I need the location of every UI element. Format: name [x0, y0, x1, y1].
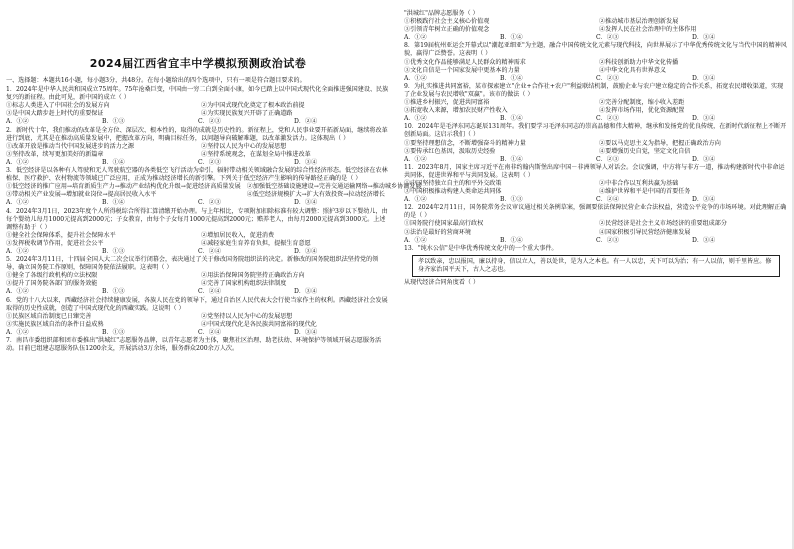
- answer-choice: D．③④: [294, 288, 318, 296]
- question-stem: 10．2024年是毛泽东同志诞辰131周年。我们要学习毛泽东同志的崇高品德和伟大精神，继承和发扬党的优良传统，在新时代新征程上不断开创新局面。这启示我们（ ）: [404, 123, 787, 139]
- answer-choice: A．①②: [404, 236, 427, 244]
- question-options: [6, 272, 390, 288]
- answer-choices: [404, 156, 788, 164]
- answer-choice: C．②③: [198, 158, 221, 166]
- option: ③文化自信是一个国家发展中更基本的力量: [404, 66, 520, 74]
- answer-choice: D．②④: [294, 118, 318, 126]
- answer-choice: D．③④: [692, 115, 716, 123]
- question-stem: 2．新时代十年，我们推动的改革是全方位、深层次、根本性的，取得的成就是历史性的。新征程上，党和人民事业要开拓新局面，继续将改革进行到底，尤其是在推动高质量发展中，把握改革方向，明确目标任务，以问题导向破解难题，以改革激发活力。这体现出（ ）: [6, 126, 388, 142]
- answer-choice: C．②④: [198, 288, 221, 296]
- answer-choice: C．②④: [198, 328, 221, 336]
- question-stem: 4．2024年3月1日，2023年度个人所得税综合所得汇算清缴开始办理。与上年相比，专项附加扣除标准有较大调整：照护3岁以下婴幼儿，由每个婴幼儿每月1000元提高到2000元；子女教育，由每个子女每月1000元提高到2000元；赡养老人，由每月2000元提高到3000元。上述调整有助于（ ）: [6, 207, 388, 231]
- option: ③带动相关产业发展→增加就业岗位→提高居民收入水平: [6, 191, 157, 199]
- option: ②加强低空基础设施建设→完善交通运输网络→推动城乡协调发展: [246, 183, 422, 191]
- answer-choice: D．③④: [294, 247, 318, 255]
- answer-choice: B．①③: [102, 118, 125, 126]
- question-4: [6, 208, 390, 257]
- question-7-continued: [404, 10, 788, 42]
- question-options: [6, 232, 390, 248]
- question-options: [404, 99, 788, 115]
- answer-choice: C．②③: [596, 115, 619, 123]
- option: ③发挥税收调节作用，促进社会公平: [6, 239, 104, 247]
- option: ④维护世界和平是中国的首要任务: [599, 188, 691, 196]
- option: ②坚持以人民为中心的发展思想: [201, 142, 287, 150]
- question-options: [6, 183, 422, 199]
- option: ②科技创新助力中华文化传播: [599, 58, 679, 66]
- option: ②为中国式现代化奠定了根本政治前提: [201, 102, 305, 110]
- question-8: [404, 42, 788, 82]
- answer-choices: [404, 237, 788, 245]
- option: ②中非合作以互利共赢为基础: [599, 179, 679, 187]
- answer-choice: C．②③: [198, 118, 221, 126]
- question-stem: 11．2023年8月，国家主席习近平在南非约翰内斯堡出席中国－非洲领导人对话会。会议强调，中方将与非方一道，推动构建新时代中非命运共同体，促进世界和平与共同发展。这表明（ ）: [404, 163, 785, 179]
- answer-choice: B．①④: [102, 199, 125, 207]
- question-3: [6, 167, 422, 207]
- option: ④要增强历史自觉，坚定文化自信: [599, 147, 691, 155]
- option: ④低空经济规模扩大→扩大有效投资→拉动经济增长: [246, 191, 385, 199]
- answer-choice: A．①②: [6, 288, 29, 296]
- question-5: [6, 256, 390, 296]
- answer-choices: [404, 75, 788, 83]
- answer-choice: D．③④: [294, 158, 318, 166]
- option: ①健全了各级行政机构的立法权限: [6, 272, 98, 280]
- option: ①要坚持理想信念，不断增强奋斗的精神力量: [404, 139, 526, 147]
- option: ④减轻家庭生育养育负担，提振生育意愿: [201, 239, 311, 247]
- question-stem: 3．低空经济是以各种有人驾驶和无人驾驶航空器的各类低空飞行活动为牵引，辐射带动相关领域融合发展的综合性经济形态。低空经济在农林植保、医疗救护、农村物流等领域已广泛应用，正成为推动经济增长的新引擎。下列关于低空经济产生影响的传导路径正确的是（ ）: [6, 167, 388, 183]
- question-11: [404, 164, 788, 204]
- question-10: [404, 123, 788, 163]
- answer-choice: A．①②: [404, 34, 427, 42]
- question-9: [404, 83, 788, 123]
- answer-choice: A．①②: [6, 247, 29, 255]
- option: ①推进乡村振兴，促进共同富裕: [404, 99, 490, 107]
- question-options: [404, 18, 788, 34]
- question-options: [404, 220, 788, 236]
- answer-choice: D．③④: [294, 328, 318, 336]
- answer-choice: A．①②: [404, 115, 427, 123]
- answer-choice: B．①④: [500, 236, 523, 244]
- answer-choices: [6, 199, 390, 207]
- answer-choice: C．②④: [198, 247, 221, 255]
- question-options: [6, 102, 390, 118]
- option: ④坚持系统观念，在谋划全局中推进改革: [201, 150, 311, 158]
- answer-choice: A．①②: [404, 74, 427, 82]
- exam-title: 2024届江西省宜丰中学模拟预测政治试卷: [89, 57, 307, 70]
- question-2: [6, 127, 390, 167]
- question-stem: 8．第19届杭州亚运会开幕式以"潮起亚细亚"为主题，融合中国传统文化元素与现代科技，向世界展示了中华优秀传统文化与当代中国的精神风貌，赢得广泛赞誉。这表明（ ）: [404, 42, 787, 58]
- answer-choice: C．②③: [198, 199, 221, 207]
- answer-choice: D．③④: [692, 236, 716, 244]
- question-stem: 6．党的十八大以来，西藏经济社会持续健康发展，各族人民在党的领导下，通过自治区人民代表大会行使当家作主的权利。西藏经济社会发展取得的历史性成就，创造了中国式现代化的西藏实践。这说明（ ）: [6, 296, 388, 312]
- option: ③实施民族区域自治的条件日益成熟: [6, 320, 104, 328]
- option: ③中国积极推动构建人类命运共同体: [404, 188, 502, 196]
- option: ②推动城市基层治理创新发展: [599, 18, 679, 26]
- answer-choice: A．①②: [404, 155, 427, 163]
- option: ①积极践行社会主义核心价值观: [404, 18, 490, 26]
- answer-choice: D．③④: [692, 34, 716, 42]
- question-stem: 9．为扎实推进共同富裕，某市探索建立"企业+合作社+农户"利益联结机制，鼓励企业与农户建立稳定的合作关系，拓宽农民增收渠道，实现了企业发展与农民增收"双赢"。该市的做法（ ）: [404, 82, 784, 98]
- answer-choice: A．①②: [6, 199, 29, 207]
- answer-choice: B．①④: [500, 115, 523, 123]
- answer-choice: D．③④: [294, 199, 318, 207]
- option: ③要传承红色基因，汲取历史经验: [404, 147, 496, 155]
- answer-choice: B．①③: [102, 288, 125, 296]
- question-stem: 7．南昌市委组织部和团市委推出"洪城红"志愿服务品牌，以青年志愿者为主体，聚焦社区治理、助老扶幼、环境保护等领域开展志愿服务活动。目前已组建志愿服务队伍1200余支，开展活动3万余场，服务群众200余万人次。: [6, 337, 382, 353]
- option: ③坚持改革，续写更加美好的新篇章: [6, 150, 104, 158]
- answer-choice: C．②③: [596, 74, 619, 82]
- answer-choice: B．①④: [500, 34, 523, 42]
- option: ①民族区域自治制度已日臻完善: [6, 312, 92, 320]
- option: ②用法治保障国务院坚持正确政治方向: [201, 272, 305, 280]
- option: ①标志人类进入了中国社会的发展方向: [6, 102, 110, 110]
- left-column: [6, 10, 422, 545]
- option: ④发挥人民在社会治理中的主体作用: [599, 26, 697, 34]
- question-13: [404, 245, 788, 288]
- answer-choices: [6, 248, 390, 256]
- answer-choice: A．①②: [6, 118, 29, 126]
- section-instructions: 一、选择题：本题共16小题，每小题3分，共48分。在每小题给出的四个选项中，只有一项是符合题目要求的。: [6, 77, 306, 84]
- option: ④完善了国家机构组织法律制度: [201, 280, 287, 288]
- answer-choice: B．①③: [500, 196, 523, 204]
- quote-box: 孝以致亲，忠以报国，廉以持身，信以立人，善以处世，是为人之本也。有一人以忠，天下可以为治；有一人以信，则千里皆应。修身齐家治国平天下，古人之志也。: [412, 255, 780, 278]
- answer-choice: B．①④: [102, 158, 125, 166]
- question-1: [6, 86, 390, 126]
- question-options: [404, 59, 788, 75]
- question-options: [404, 180, 788, 196]
- question-7: [6, 337, 390, 353]
- answer-choice: C．②④: [596, 196, 619, 204]
- answer-choice: C．②③: [596, 34, 619, 42]
- answer-choice: B．①③: [102, 328, 125, 336]
- question-options: [6, 143, 390, 159]
- option: ③法治是最好的营商环境: [404, 228, 472, 236]
- question-stem: 1．2024年是中华人民共和国成立75周年。75年沧桑巨变，中国由一穷二白到全面小康，如今已踏上以中国式现代化全面推进强国建设、民族复兴的新征程。由此可见，新中国的成立（ ）: [6, 86, 389, 102]
- option: ①健全社会保障体系，提升社会保障水平: [6, 231, 116, 239]
- answer-choice: C．②③: [596, 236, 619, 244]
- answer-choice: A．①②: [404, 196, 427, 204]
- question-tail: 从现代经济合同角度看（ ）: [404, 279, 480, 287]
- answer-choices: [6, 159, 390, 167]
- option: ②增加居民收入，促进消费: [201, 231, 275, 239]
- option: ②完善分配制度，缩小收入差距: [599, 99, 685, 107]
- answer-choices: [6, 118, 390, 126]
- question-12: [404, 204, 788, 244]
- question-stem: 12．2024年2月11日，国务院常务会议审议通过相关条例草案，强调要依法保障民营企业合法权益，营造公平竞争的市场环境。对此理解正确的是（ ）: [404, 204, 787, 220]
- question-6: [6, 297, 390, 337]
- option: ①改革开放是推动当代中国发展进步的活力之源: [6, 142, 134, 150]
- option: ④中华文化具有世界意义: [599, 66, 667, 74]
- option: ④为实现民族复兴开辟了正确道路: [201, 110, 293, 118]
- question-stem: 13．"纯水公信"是中华优秀传统文化中的一个重大事件。: [404, 244, 558, 252]
- option: ④中国式现代化是各民族共同富裕的现代化: [201, 320, 317, 328]
- option: ③拓宽收入来源，增加农民财产性收入: [404, 107, 508, 115]
- answer-choice: B．①③: [102, 247, 125, 255]
- option: ①优秀文化作品能够满足人民群众的精神需求: [404, 58, 526, 66]
- question-stem: 5．2024年3月11日，十四届全国人大二次会议举行闭幕会，表决通过了关于修改国务院组织法的决定。新修改的国务院组织法坚持党的领导，确立国务院工作原则，保障国务院依法履职。这表明（ ）: [6, 256, 379, 272]
- option: ①低空经济的推广应用→培育新质生产力→推动产业结构优化升级→促进经济高质量发展: [6, 183, 241, 191]
- answer-choice: A．①②: [6, 158, 29, 166]
- answer-choice: B．①④: [500, 155, 523, 163]
- question-options: [6, 313, 390, 329]
- option: ④发挥市场作用，优化资源配置: [599, 107, 685, 115]
- option: ④国家积极引导民营经济健康发展: [599, 228, 691, 236]
- answer-choice: C．②③: [596, 155, 619, 163]
- question-stem: "洪城红"品牌志愿服务（ ）: [404, 10, 479, 17]
- answer-choice: D．③④: [692, 74, 716, 82]
- answer-choices: [6, 329, 390, 337]
- option: ①中国坚持独立自主的和平外交政策: [404, 179, 502, 187]
- question-options: [404, 140, 788, 156]
- right-column: [404, 10, 788, 545]
- answer-choices: [6, 288, 390, 296]
- answer-choice: D．③④: [692, 155, 716, 163]
- option: ③引领青年树立正确的价值观念: [404, 26, 490, 34]
- option: ②要以马克思主义为指导，把握正确政治方向: [599, 139, 721, 147]
- option: ②党坚持以人民为中心的发展思想: [201, 312, 293, 320]
- option: ①国务院行使国家最高行政权: [404, 220, 484, 228]
- option: ③提升了国务院各部门的服务效能: [6, 280, 98, 288]
- answer-choice: D．③④: [692, 196, 716, 204]
- option: ③是中国大踏步赶上时代的重要保证: [6, 110, 104, 118]
- answer-choice: B．①④: [500, 74, 523, 82]
- option: ②民营经济是社会主义市场经济的重要组成部分: [599, 220, 727, 228]
- answer-choice: A．①②: [6, 328, 29, 336]
